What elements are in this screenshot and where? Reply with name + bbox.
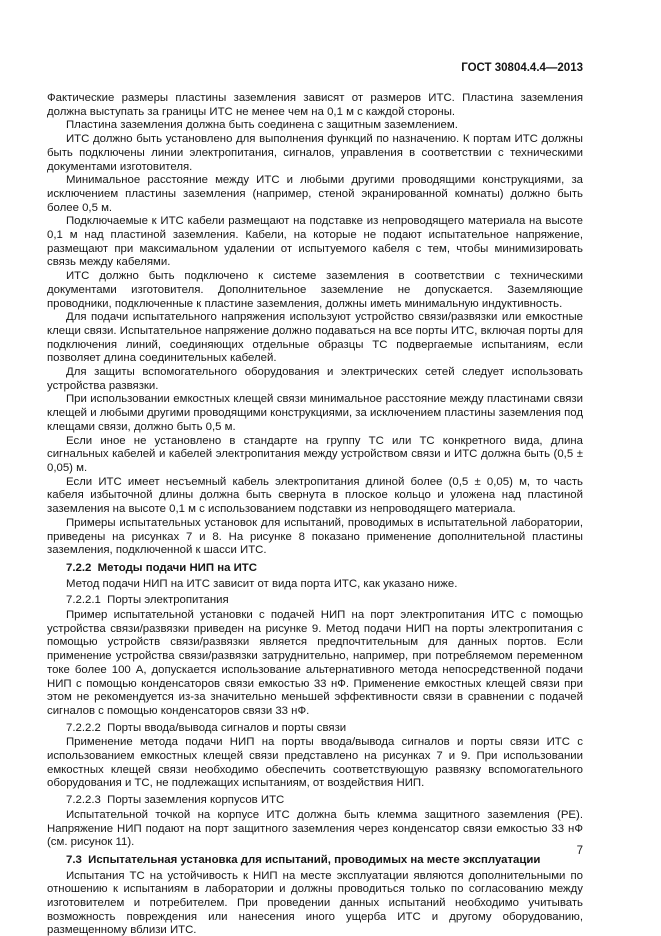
standard-number: ГОСТ 30804.4.4—2013 — [461, 62, 583, 74]
paragraph: Испытательной точкой на корпусе ИТС должна быть клемма защитного заземления (PE). Напряжение НИП подают на порт защитного заземления через конденсатор связи емкостью 33 нФ (см. рисунок 11). — [47, 808, 583, 849]
page-number: 7 — [576, 845, 583, 857]
paragraph: Для защиты вспомогательного оборудования и электрических сетей следует использовать устройства развязки. — [47, 366, 583, 392]
paragraph: Для подачи испытательного напряжения используют устройство связи/развязки или емкостные клещи связи. Испытательное напряжение должно подаваться на все порты ИТС, включая порты для подключения линий, соединяющих отдельные образцы ТС подвергаемые испытаниям, если позволяет длина соединительных кабелей. — [47, 311, 583, 365]
paragraph: ИТС должно быть подключено к системе заземления в соответствии с техническими документами изготовителя. Дополнительное заземление не допускается. Заземляющие проводники, подключенные к пластине заземления, должны иметь минимальную индуктивность. — [47, 270, 583, 310]
section-heading: 7.2.2 Методы подачи НИП на ИТС — [66, 561, 257, 574]
paragraph: Применение метода подачи НИП на порты ввода/вывода сигналов и порты связи ИТС с использованием емкостных клещей связи представлено на рисунках 7 и 9. При использовании емкостных клещей связи необходимо обеспечить соответствующую развязку вспомогательного оборудования и ТС, не подлежащих испытаниям, от воздействия НИП. — [47, 736, 583, 790]
paragraph: Если ИТС имеет несъемный кабель электропитания длиной более (0,5 ± 0,05) м, то часть кабеля избыточной длины должна быть свернута в плоское кольцо и уложена над пластиной заземления на высоте 0,1 м с использованием подставки из непроводящего материала. — [47, 475, 583, 516]
paragraph: Подключаемые к ИТС кабели размещают на подставке из непроводящего материала на высоте 0,1 м над пластиной заземления. Кабели, на которые не подают испытательное напряжение, размещают при максимальном удалении от испытуемого кабеля с тем, чтобы минимизировать связь между кабелями. — [47, 215, 583, 269]
section-heading: 7.2.2.1 Порты электропитания — [66, 594, 229, 607]
paragraph: Пластина заземления должна быть соединена с защитным заземлением. — [66, 119, 458, 132]
paragraph: Метод подачи НИП на ИТС зависит от вида порта ИТС, как указано ниже. — [66, 577, 458, 590]
paragraph: Пример испытательной установки с подачей НИП на порт электропитания ИТС с помощью устройства связи/развязки приведен на рисунке 9. Метод подачи НИП на порты электропитания с помощью устройств связи/развязки является предпочтительным для данных портов. Если применение устройства связи/развязки затруднительно, например, при потребляемом переменном токе более 100 А, допускается использование альтернативного метода непосредственной подачи НИП с помощью конденсаторов связи емкостью 33 нФ. Применение емкостных клещей связи при этом не рекомендуется из-за значительно меньшей эффективности связи в сравнении с подачей сигналов с помощью конденсаторов связи 33 нФ. — [47, 609, 583, 717]
page-header — [47, 62, 583, 75]
paragraph: Минимальное расстояние между ИТС и любыми другими проводящими конструкциями, за исключением пластины заземления (например, стеной экранированной комнаты) должно быть более 0,5 м. — [47, 174, 583, 214]
page-footer — [577, 845, 583, 858]
section-heading: 7.3 Испытательная установка для испытаний, проводимых на месте эксплуатации — [66, 853, 541, 866]
document-body — [47, 92, 583, 936]
section-heading: 7.2.2.3 Порты заземления корпусов ИТС — [66, 794, 285, 807]
paragraph: ИТС должно быть установлено для выполнения функций по назначению. К портам ИТС должны быть подключены линии электропитания, сигналов, управления в соответствии с техническими документами изготовителя. — [47, 133, 583, 173]
paragraph: При использовании емкостных клещей связи минимальное расстояние между пластинами связи клещей и любыми другими проводящими конструкциями, за исключением пластины заземления под клещами связи, должно быть 0,5 м. — [47, 393, 583, 433]
paragraph: Примеры испытательных установок для испытаний, проводимых в испытательной лаборатории, приведены на рисунках 7 и 8. На рисунке 8 показано применение дополнительной пластины заземления, подключенной к шасси ИТС. — [47, 516, 583, 557]
paragraph: Испытания ТС на устойчивость к НИП на месте эксплуатации являются дополнительными по отношению к испытаниям в лаборатории и должны проводиться только по согласованию между изготовителем и потребителем. При проведении данных испытаний необходимо учитывать возможность повреждения или нанесения иного ущерба ИТС и другому оборудованию, размещенному вблизи ИТС. — [47, 869, 583, 936]
paragraph: Фактические размеры пластины заземления зависят от размеров ИТС. Пластина заземления должна выступать за границы ИТС не менее чем на 0,1 м с каждой стороны. — [47, 92, 583, 118]
section-heading: 7.2.2.2 Порты ввода/вывода сигналов и порты связи — [66, 721, 347, 734]
paragraph: Если иное не установлено в стандарте на группу ТС или ТС конкретного вида, длина сигнальных кабелей и кабелей электропитания между устройством связи и ИТС должна быть (0,5 ± 0,05) м. — [47, 434, 583, 474]
